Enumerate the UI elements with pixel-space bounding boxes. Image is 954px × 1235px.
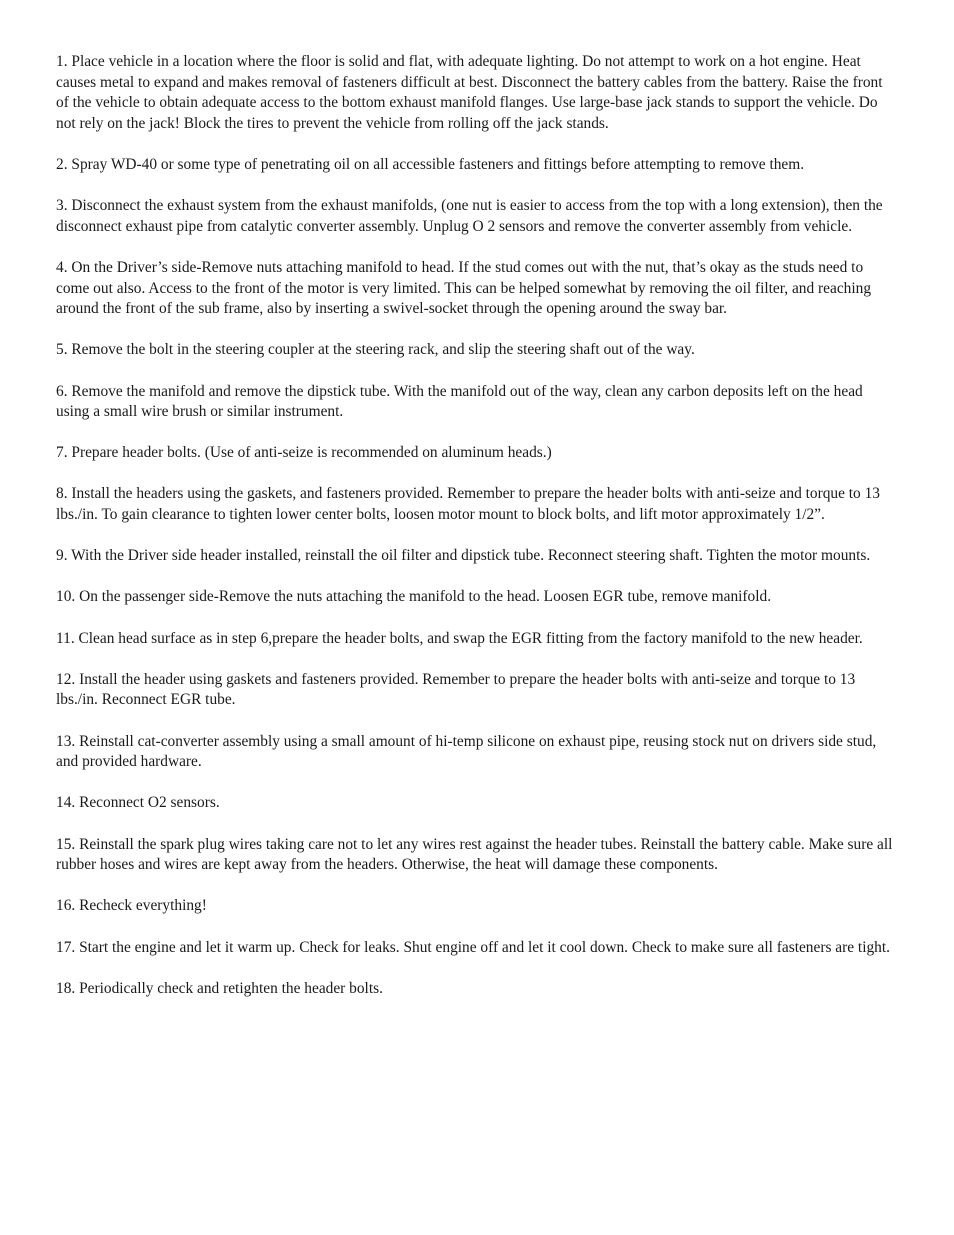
step-10: 10. On the passenger side-Remove the nuts attaching the manifold to the head. Loosen EGR tube, remove manifold. [56, 588, 772, 606]
step-11: 11. Clean head surface as in step 6,prepare the header bolts, and swap the EGR fitting from the factory manifold to the new header. [56, 629, 863, 647]
step-18: 18. Periodically check and retighten the header bolts. [56, 979, 383, 997]
step-8: 8. Install the headers using the gaskets, and fasteners provided. Remember to prepare the header bolts with anti-seize and torque to 13 lbs./in. To gain clearance to tighten lower center bolts, loosen motor mount to block bolts, and lift motor approximately 1/2”. [56, 485, 880, 524]
instructions-page [56, 52, 898, 999]
step-12: 12. Install the header using gaskets and fasteners provided. Remember to prepare the header bolts with anti-seize and torque to 13 lbs./in. Reconnect EGR tube. [56, 670, 856, 709]
step-15: 15. Reinstall the spark plug wires taking care not to let any wires rest against the header tubes. Reinstall the battery cable. Make sure all rubber hoses and wires are kept away from the headers. Otherwise, the heat will damage these components. [56, 835, 893, 874]
step-9: 9. With the Driver side header installed, reinstall the oil filter and dipstick tube. Reconnect steering shaft. Tighten the motor mounts. [56, 547, 871, 565]
step-5: 5. Remove the bolt in the steering coupler at the steering rack, and slip the steering shaft out of the way. [56, 341, 695, 359]
step-16: 16. Recheck everything! [56, 897, 207, 915]
step-14: 14. Reconnect O2 sensors. [56, 794, 220, 812]
step-4: 4. On the Driver’s side-Remove nuts attaching manifold to head. If the stud comes out with the nut, that’s okay as the studs need to come out also. Access to the front of the motor is very limited. This can be helped somewhat by removing the oil filter, and reaching around the front of the sub frame, also by inserting a swivel-socket through the opening around the sway bar. [56, 258, 872, 318]
step-2: 2. Spray WD-40 or some type of penetrating oil on all accessible fasteners and fittings before attempting to remove them. [56, 155, 805, 173]
step-6: 6. Remove the manifold and remove the dipstick tube. With the manifold out of the way, clean any carbon deposits left on the head using a small wire brush or similar instrument. [56, 382, 863, 421]
step-13: 13. Reinstall cat-converter assembly using a small amount of hi-temp silicone on exhaust pipe, reusing stock nut on drivers side stud, and provided hardware. [56, 732, 877, 771]
step-17: 17. Start the engine and let it warm up. Check for leaks. Shut engine off and let it cool down. Check to make sure all fasteners are tight. [56, 938, 891, 956]
step-3: 3. Disconnect the exhaust system from the exhaust manifolds, (one nut is easier to access from the top with a long extension), then the disconnect exhaust pipe from catalytic converter assembly. Unplug O 2 sensors and remove the converter assembly from vehicle. [56, 197, 883, 235]
step-7: 7. Prepare header bolts. (Use of anti-seize is recommended on aluminum heads.) [56, 444, 552, 462]
step-1: 1. Place vehicle in a location where the floor is solid and flat, with adequate lighting. Do not attempt to work on a hot engine. Heat causes metal to expand and makes removal of fasteners difficult at best. Disconnect the battery cables from the battery. Raise the front of the vehicle to obtain adequate access to the bottom exhaust manifold flanges. Use large-base jack stands to support the vehicle. Do not rely on the jack! Block the tires to prevent the vehicle from rolling off the jack stands. [56, 53, 883, 132]
